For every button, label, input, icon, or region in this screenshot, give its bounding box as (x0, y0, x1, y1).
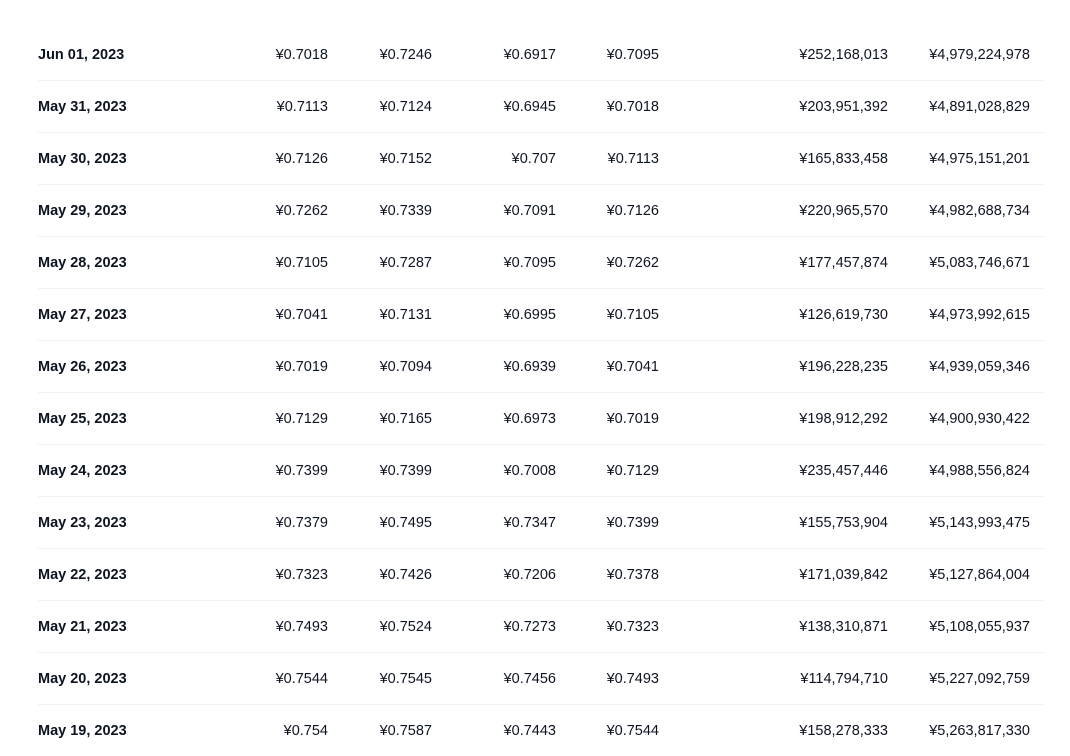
volume-cell: ¥235,457,446 (659, 445, 888, 497)
volume-cell: ¥126,619,730 (659, 289, 888, 341)
date-cell: May 25, 2023 (38, 393, 268, 445)
volume-cell: ¥203,951,392 (659, 81, 888, 133)
table-row (38, 601, 1044, 653)
open-price-cell: ¥0.7113 (268, 81, 328, 133)
volume-cell: ¥158,278,333 (659, 705, 888, 756)
open-price-cell: ¥0.7262 (268, 185, 328, 237)
table-row (38, 653, 1044, 705)
high-price-cell: ¥0.7094 (328, 341, 432, 393)
close-price-cell: ¥0.7105 (556, 289, 659, 341)
high-price-cell: ¥0.7124 (328, 81, 432, 133)
low-price-cell: ¥0.7347 (432, 497, 556, 549)
date-cell: May 27, 2023 (38, 289, 268, 341)
row-padding-cell (1030, 237, 1044, 289)
date-cell: Jun 01, 2023 (38, 29, 268, 81)
table-row (38, 133, 1044, 185)
table-row (38, 549, 1044, 601)
market-cap-cell: ¥4,988,556,824 (888, 445, 1030, 497)
high-price-cell: ¥0.7426 (328, 549, 432, 601)
market-cap-cell: ¥4,973,992,615 (888, 289, 1030, 341)
market-cap-cell: ¥4,979,224,978 (888, 29, 1030, 81)
market-cap-cell: ¥4,982,688,734 (888, 185, 1030, 237)
date-cell: May 31, 2023 (38, 81, 268, 133)
low-price-cell: ¥0.7273 (432, 601, 556, 653)
close-price-cell: ¥0.7544 (556, 705, 659, 756)
row-padding-cell (1030, 705, 1044, 756)
high-price-cell: ¥0.7287 (328, 237, 432, 289)
market-cap-cell: ¥4,891,028,829 (888, 81, 1030, 133)
market-cap-cell: ¥5,227,092,759 (888, 653, 1030, 705)
row-padding-cell (1030, 549, 1044, 601)
date-cell: May 24, 2023 (38, 445, 268, 497)
low-price-cell: ¥0.6917 (432, 29, 556, 81)
low-price-cell: ¥0.7443 (432, 705, 556, 756)
volume-cell: ¥177,457,874 (659, 237, 888, 289)
date-cell: May 23, 2023 (38, 497, 268, 549)
low-price-cell: ¥0.6939 (432, 341, 556, 393)
volume-cell: ¥155,753,904 (659, 497, 888, 549)
close-price-cell: ¥0.7262 (556, 237, 659, 289)
date-cell: May 30, 2023 (38, 133, 268, 185)
open-price-cell: ¥0.7041 (268, 289, 328, 341)
table-row (38, 81, 1044, 133)
volume-cell: ¥196,228,235 (659, 341, 888, 393)
volume-cell: ¥220,965,570 (659, 185, 888, 237)
table-row (38, 445, 1044, 497)
table-row (38, 393, 1044, 445)
volume-cell: ¥138,310,871 (659, 601, 888, 653)
market-cap-cell: ¥5,263,817,330 (888, 705, 1030, 756)
high-price-cell: ¥0.7246 (328, 29, 432, 81)
date-cell: May 29, 2023 (38, 185, 268, 237)
low-price-cell: ¥0.7206 (432, 549, 556, 601)
open-price-cell: ¥0.7379 (268, 497, 328, 549)
table-row (38, 29, 1044, 81)
close-price-cell: ¥0.7399 (556, 497, 659, 549)
low-price-cell: ¥0.707 (432, 133, 556, 185)
open-price-cell: ¥0.754 (268, 705, 328, 756)
row-padding-cell (1030, 341, 1044, 393)
table-row (38, 705, 1044, 756)
market-cap-cell: ¥4,900,930,422 (888, 393, 1030, 445)
volume-cell: ¥171,039,842 (659, 549, 888, 601)
market-cap-cell: ¥5,083,746,671 (888, 237, 1030, 289)
close-price-cell: ¥0.7018 (556, 81, 659, 133)
table-row (38, 185, 1044, 237)
open-price-cell: ¥0.7019 (268, 341, 328, 393)
low-price-cell: ¥0.6973 (432, 393, 556, 445)
open-price-cell: ¥0.7323 (268, 549, 328, 601)
row-padding-cell (1030, 185, 1044, 237)
close-price-cell: ¥0.7493 (556, 653, 659, 705)
historical-data-table-container (38, 29, 1044, 756)
high-price-cell: ¥0.7495 (328, 497, 432, 549)
volume-cell: ¥165,833,458 (659, 133, 888, 185)
high-price-cell: ¥0.7131 (328, 289, 432, 341)
high-price-cell: ¥0.7339 (328, 185, 432, 237)
open-price-cell: ¥0.7129 (268, 393, 328, 445)
date-cell: May 19, 2023 (38, 705, 268, 756)
table-row (38, 237, 1044, 289)
row-padding-cell (1030, 133, 1044, 185)
close-price-cell: ¥0.7019 (556, 393, 659, 445)
market-cap-cell: ¥5,143,993,475 (888, 497, 1030, 549)
open-price-cell: ¥0.7544 (268, 653, 328, 705)
low-price-cell: ¥0.7008 (432, 445, 556, 497)
table-body (38, 29, 1044, 756)
close-price-cell: ¥0.7378 (556, 549, 659, 601)
table-row (38, 341, 1044, 393)
open-price-cell: ¥0.7399 (268, 445, 328, 497)
date-cell: May 26, 2023 (38, 341, 268, 393)
close-price-cell: ¥0.7126 (556, 185, 659, 237)
row-padding-cell (1030, 445, 1044, 497)
historical-data-table (38, 29, 1044, 756)
date-cell: May 28, 2023 (38, 237, 268, 289)
row-padding-cell (1030, 497, 1044, 549)
low-price-cell: ¥0.7091 (432, 185, 556, 237)
row-padding-cell (1030, 81, 1044, 133)
table-row (38, 289, 1044, 341)
volume-cell: ¥114,794,710 (659, 653, 888, 705)
close-price-cell: ¥0.7129 (556, 445, 659, 497)
high-price-cell: ¥0.7399 (328, 445, 432, 497)
date-cell: May 22, 2023 (38, 549, 268, 601)
open-price-cell: ¥0.7126 (268, 133, 328, 185)
low-price-cell: ¥0.6945 (432, 81, 556, 133)
date-cell: May 21, 2023 (38, 601, 268, 653)
market-cap-cell: ¥5,108,055,937 (888, 601, 1030, 653)
open-price-cell: ¥0.7018 (268, 29, 328, 81)
close-price-cell: ¥0.7323 (556, 601, 659, 653)
high-price-cell: ¥0.7165 (328, 393, 432, 445)
table-row (38, 497, 1044, 549)
open-price-cell: ¥0.7493 (268, 601, 328, 653)
date-cell: May 20, 2023 (38, 653, 268, 705)
high-price-cell: ¥0.7545 (328, 653, 432, 705)
close-price-cell: ¥0.7041 (556, 341, 659, 393)
market-cap-cell: ¥5,127,864,004 (888, 549, 1030, 601)
market-cap-cell: ¥4,939,059,346 (888, 341, 1030, 393)
volume-cell: ¥252,168,013 (659, 29, 888, 81)
close-price-cell: ¥0.7095 (556, 29, 659, 81)
market-cap-cell: ¥4,975,151,201 (888, 133, 1030, 185)
low-price-cell: ¥0.7095 (432, 237, 556, 289)
high-price-cell: ¥0.7524 (328, 601, 432, 653)
high-price-cell: ¥0.7152 (328, 133, 432, 185)
row-padding-cell (1030, 393, 1044, 445)
row-padding-cell (1030, 601, 1044, 653)
volume-cell: ¥198,912,292 (659, 393, 888, 445)
row-padding-cell (1030, 29, 1044, 81)
low-price-cell: ¥0.6995 (432, 289, 556, 341)
high-price-cell: ¥0.7587 (328, 705, 432, 756)
close-price-cell: ¥0.7113 (556, 133, 659, 185)
row-padding-cell (1030, 653, 1044, 705)
open-price-cell: ¥0.7105 (268, 237, 328, 289)
low-price-cell: ¥0.7456 (432, 653, 556, 705)
row-padding-cell (1030, 289, 1044, 341)
